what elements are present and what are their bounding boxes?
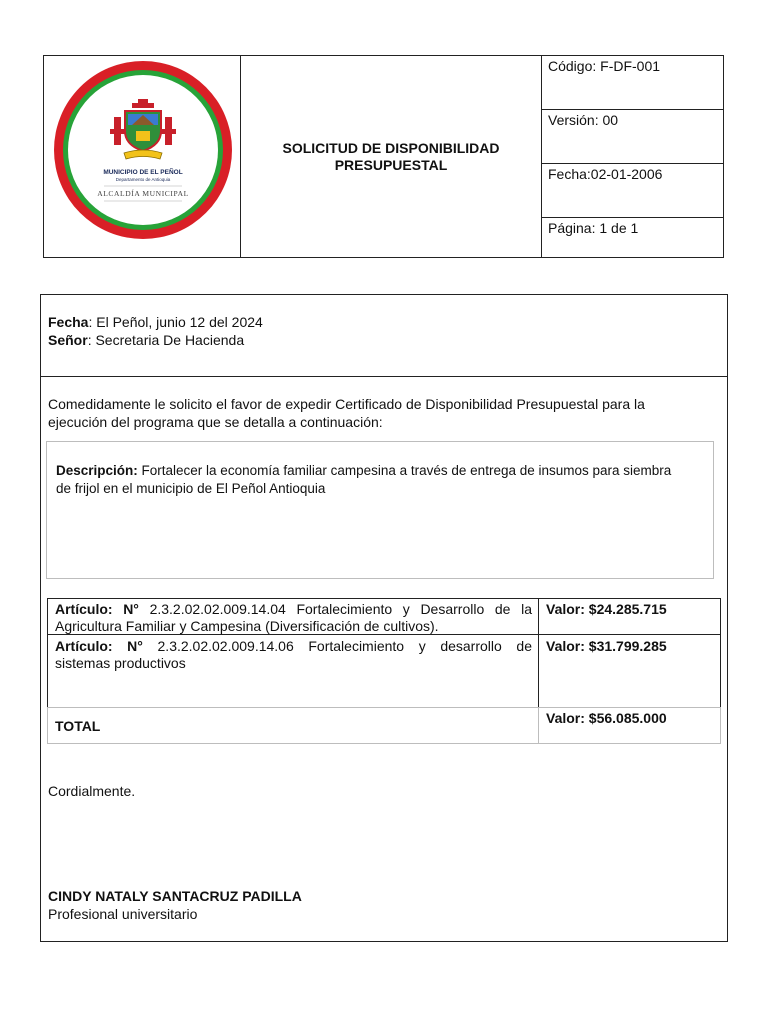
logo-cell <box>44 56 241 257</box>
metadata-cell <box>542 56 724 257</box>
total-label: TOTAL <box>55 718 101 734</box>
total-value: Valor: $56.085.000 <box>546 710 667 726</box>
logo-municipality-text: MUNICIPIO DE EL PEÑOL <box>103 169 183 176</box>
description-label: Descripción: <box>56 463 138 478</box>
article-1-line-1 <box>55 601 532 618</box>
date-line <box>48 313 263 331</box>
description-box <box>46 441 714 579</box>
request-line-1: Comedidamente le solicito el favor de expedir Certificado de Disponibilidad Presupuestal para la <box>48 396 645 412</box>
request-form-body <box>40 294 728 942</box>
document-title: SOLICITUD DE DISPONIBILIDAD PRESUPUESTAL <box>282 139 500 173</box>
description-line-1: Fortalecer la economía familiar campesina a través de entrega de insumos para siembra <box>137 463 672 478</box>
pagina-field: Página: 1 de 1 <box>548 220 639 236</box>
signer-name: CINDY NATALY SANTACRUZ PADILLA <box>48 888 302 904</box>
date-label: Fecha <box>48 314 89 330</box>
article-2-line-2: sistemas productivos <box>55 655 186 671</box>
articles-table <box>47 598 722 746</box>
request-paragraph <box>48 395 708 431</box>
document-header <box>43 55 724 258</box>
article-1-code: 2.3.2.02.02.009.14.04 Fortalecimiento y Desarrollo de la <box>138 601 533 617</box>
municipal-seal-logo <box>52 59 234 241</box>
signer-role: Profesional universitario <box>48 906 198 922</box>
logo-office-text: ALCALDÍA MUNICIPAL <box>97 189 189 198</box>
total-cell <box>47 707 539 744</box>
recipient-value: : Secretaria De Hacienda <box>87 332 245 348</box>
closing-text: Cordialmente. <box>48 783 136 799</box>
request-line-2: ejecución del programa que se detalla a continuación: <box>48 414 383 430</box>
date-value: : El Peñol, junio 12 del 2024 <box>88 314 263 330</box>
article-1-label: Artículo: N° <box>55 601 139 617</box>
fecha-field: Fecha:02-01-2006 <box>542 164 724 218</box>
article-1-line-2: Agricultura Familiar y Campesina (Diversificación de cultivos). <box>55 618 439 634</box>
version-field: Versión: 00 <box>542 110 724 164</box>
codigo-field: Código: F-DF-001 <box>542 56 724 110</box>
title-cell <box>241 56 542 257</box>
recipient-label: Señor <box>48 332 88 348</box>
logo-department-text: Departamento de Antioquia <box>115 177 171 182</box>
article-2-label: Artículo: N° <box>55 638 143 654</box>
article-2-value: Valor: $31.799.285 <box>546 638 667 654</box>
article-2-line-1 <box>55 638 532 655</box>
address-block <box>48 313 263 349</box>
article-2-code: 2.3.2.02.02.009.14.06 Fortalecimiento y desarrollo de <box>142 638 532 654</box>
recipient-line <box>48 331 263 349</box>
article-1-value: Valor: $24.285.715 <box>546 601 667 617</box>
section-divider <box>41 376 727 377</box>
description-line-2: de frijol en el municipio de El Peñol Antioquia <box>56 481 326 496</box>
